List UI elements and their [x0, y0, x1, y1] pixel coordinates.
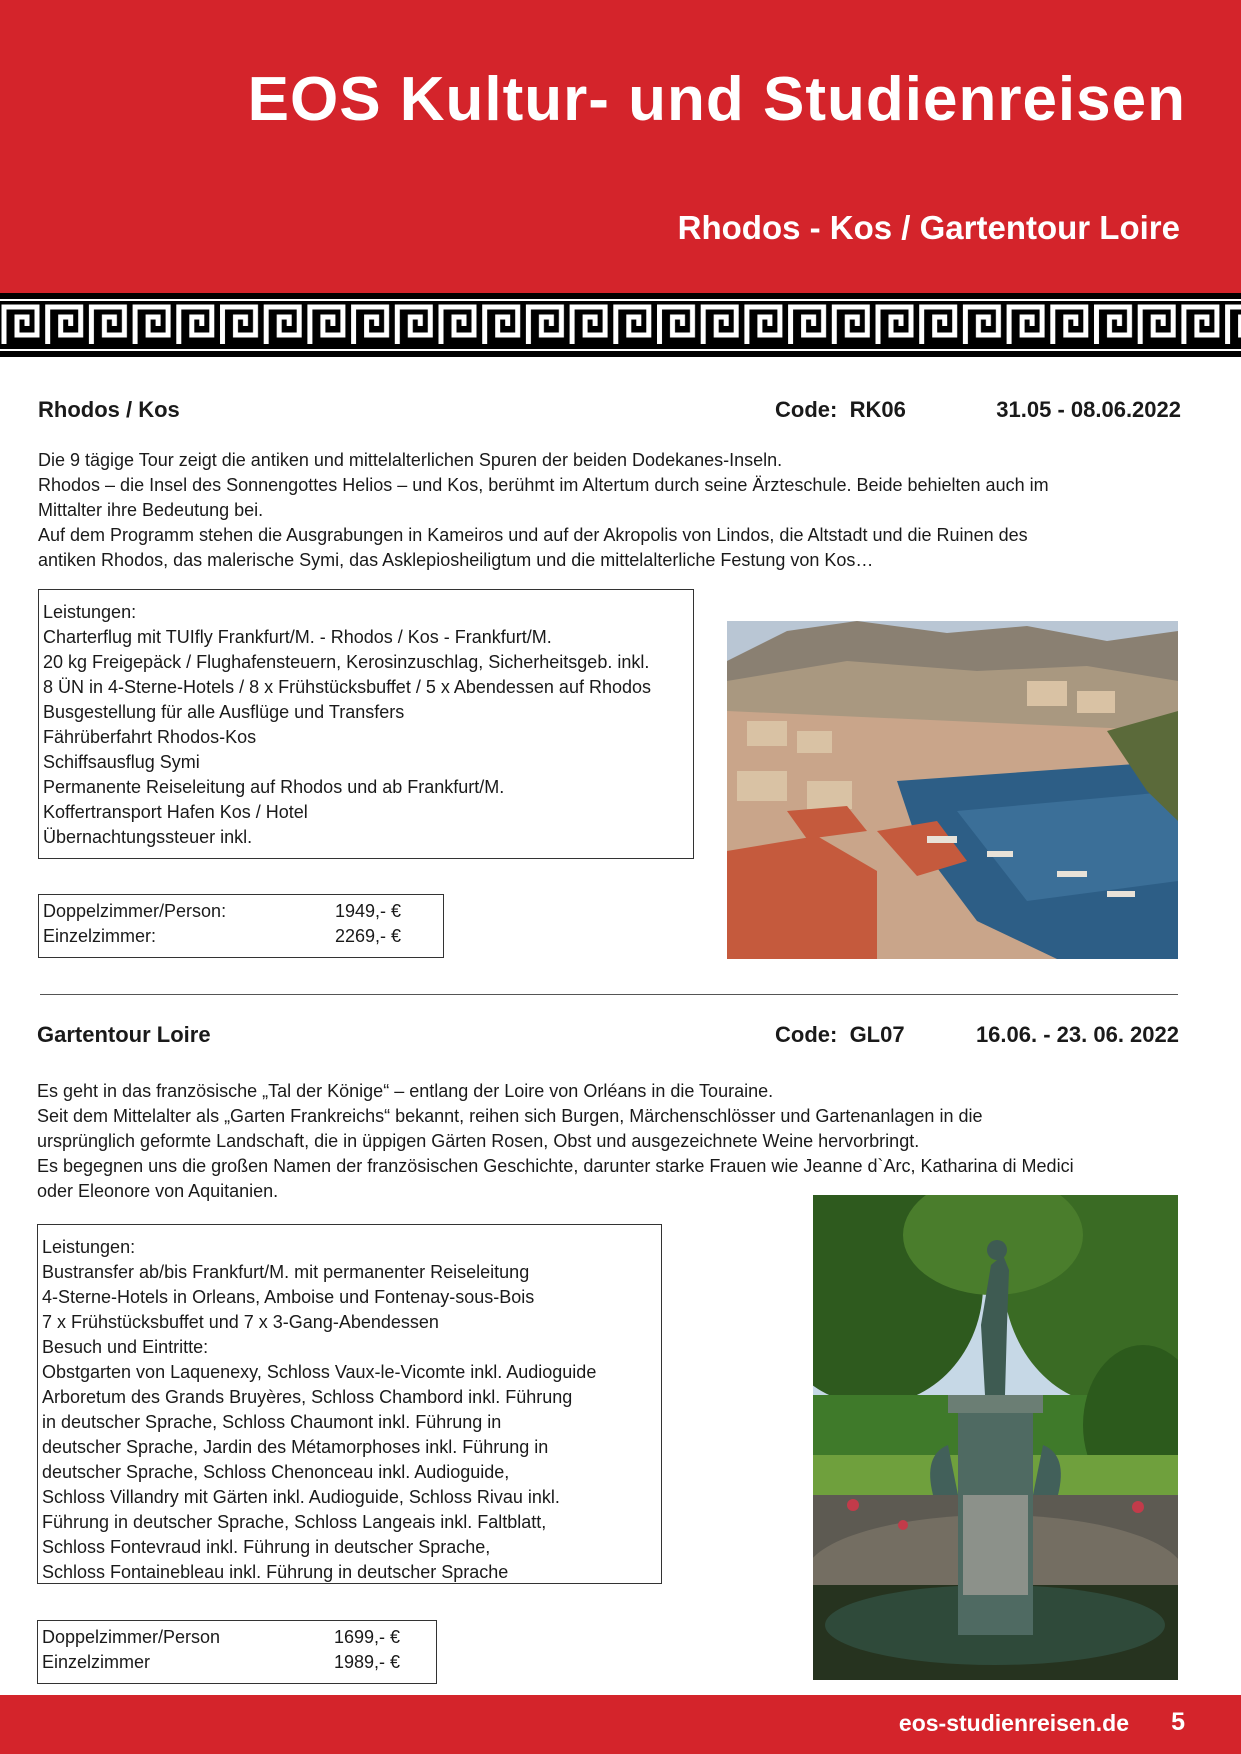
price-label: Doppelzimmer/Person: — [43, 901, 227, 921]
service-line: Schloss Fontevraud inkl. Führung in deutscher Sprache, — [42, 1537, 491, 1557]
tour2-dates: 16.06. - 23. 06. 2022 — [975, 1022, 1179, 1047]
meander-border — [0, 293, 1241, 357]
service-line: Schloss Villandry mit Gärten inkl. Audioguide, Schloss Rivau inkl. — [42, 1487, 560, 1507]
service-line: 7 x Frühstücksbuffet und 7 x 3-Gang-Abendessen — [42, 1312, 439, 1332]
page-number: 5 — [1171, 1708, 1185, 1736]
intro-line: ursprünglich geformte Landschaft, die in üppigen Gärten Rosen, Obst und ausgezeichnete Weine hervorbringt. — [37, 1131, 920, 1151]
service-line: Schiffsausflug Symi — [43, 752, 200, 772]
intro-line: oder Eleonore von Aquitanien. — [37, 1181, 279, 1201]
tour1-intro — [38, 448, 1049, 573]
tour1-services-box — [38, 589, 694, 859]
tour2-code — [775, 1022, 905, 1048]
page-subtitle: Rhodos - Kos / Gartentour Loire — [677, 209, 1180, 246]
service-line: Koffertransport Hafen Kos / Hotel — [43, 802, 308, 822]
service-line: deutscher Sprache, Jardin des Métamorphoses inkl. Führung in — [42, 1437, 549, 1457]
service-line: Arboretum des Grands Bruyères, Schloss Chambord inkl. Führung — [42, 1387, 573, 1407]
service-line: in deutscher Sprache, Schloss Chaumont inkl. Führung in — [42, 1412, 502, 1432]
intro-line: Es geht in das französische „Tal der Könige“ – entlang der Loire von Orléans in die Touraine. — [37, 1081, 774, 1101]
section-divider — [40, 994, 1178, 995]
price-label: Einzelzimmer: — [43, 926, 157, 946]
service-line: Charterflug mit TUIfly Frankfurt/M. - Rhodos / Kos - Frankfurt/M. — [43, 627, 552, 647]
page-title: EOS Kultur- und Studienreisen — [247, 65, 1186, 134]
tour1-code-label: Code: — [775, 397, 838, 422]
price-row — [42, 1625, 432, 1650]
tour1-price-box — [38, 894, 444, 958]
price-row — [43, 924, 439, 949]
intro-line: Auf dem Programm stehen die Ausgrabungen in Kameiros und auf der Akropolis von Lindos, die Altstadt und die Ruinen des — [38, 525, 1028, 545]
intro-line: Es begegnen uns die großen Namen der französischen Geschichte, darunter starke Frauen wie Jeanne d`Arc, Katharina di Medici — [37, 1156, 1074, 1176]
tour2-code-label: Code: — [775, 1022, 838, 1047]
price-row — [43, 899, 439, 924]
service-line: deutscher Sprache, Schloss Chenonceau inkl. Audioguide, — [42, 1462, 510, 1482]
service-line: Obstgarten von Laquenexy, Schloss Vaux-le-Vicomte inkl. Audioguide — [42, 1362, 597, 1382]
intro-line: antiken Rhodos, das malerische Symi, das Asklepiosheiligtum und die mittelalterliche Festung von Kos… — [38, 550, 874, 570]
tour2-services-box — [37, 1224, 662, 1584]
service-line: Führung in deutscher Sprache, Schloss Langeais inkl. Faltblatt, — [42, 1512, 547, 1532]
header-banner — [0, 0, 1241, 293]
service-line: Leistungen: — [42, 1237, 136, 1257]
service-line: Übernachtungssteuer inkl. — [43, 827, 253, 847]
service-line: Busgestellung für alle Ausflüge und Transfers — [43, 702, 405, 722]
price-row — [42, 1650, 432, 1675]
service-line: Bustransfer ab/bis Frankfurt/M. mit permanenter Reiseleitung — [42, 1262, 530, 1282]
tour2-title: Gartentour Loire — [37, 1022, 211, 1047]
tour2-intro — [37, 1079, 1074, 1204]
service-line: Fährüberfahrt Rhodos-Kos — [43, 727, 257, 747]
tour1-code-value: RK06 — [849, 397, 906, 422]
service-line: 20 kg Freigepäck / Flughafensteuern, Kerosinzuschlag, Sicherheitsgeb. inkl. — [43, 652, 650, 672]
tour1-dates: 31.05 - 08.06.2022 — [996, 397, 1181, 422]
price-value: 1699,- € — [334, 1627, 401, 1647]
price-value: 2269,- € — [335, 926, 402, 946]
price-label: Einzelzimmer — [42, 1652, 151, 1672]
service-line: Besuch und Eintritte: — [42, 1337, 209, 1357]
price-value: 1989,- € — [334, 1652, 401, 1672]
diana-fountain-photo — [813, 1195, 1178, 1680]
intro-line: Seit dem Mittelalter als „Garten Frankreichs“ bekannt, reihen sich Burgen, Märchenschlösser und Gartenanlagen in die — [37, 1106, 983, 1126]
service-line: 4-Sterne-Hotels in Orleans, Amboise und Fontenay-sous-Bois — [42, 1287, 535, 1307]
service-line: Schloss Fontainebleau inkl. Führung in deutscher Sprache — [42, 1562, 509, 1582]
service-line: 8 ÜN in 4-Sterne-Hotels / 8 x Frühstücksbuffet / 5 x Abendessen auf Rhodos — [43, 677, 651, 697]
tour2-price-box — [37, 1620, 437, 1684]
intro-line: Rhodos – die Insel des Sonnengottes Helios – und Kos, berühmt im Altertum durch seine Ärzteschule. Beide behielten auch im — [38, 475, 1049, 495]
price-value: 1949,- € — [335, 901, 402, 921]
price-label: Doppelzimmer/Person — [42, 1627, 221, 1647]
service-line: Leistungen: — [43, 602, 137, 622]
symi-harbour-photo — [727, 621, 1178, 959]
tour1-code — [775, 397, 906, 423]
intro-line: Die 9 tägige Tour zeigt die antiken und mittelalterlichen Spuren der beiden Dodekanes-Inseln. — [38, 450, 783, 470]
tour2-code-value: GL07 — [849, 1022, 905, 1047]
tour1-title: Rhodos / Kos — [38, 397, 180, 422]
footer-website[interactable]: eos-studienreisen.de — [898, 1710, 1129, 1736]
service-line: Permanente Reiseleitung auf Rhodos und ab Frankfurt/M. — [43, 777, 505, 797]
intro-line: Mittalter ihre Bedeutung bei. — [38, 500, 264, 520]
